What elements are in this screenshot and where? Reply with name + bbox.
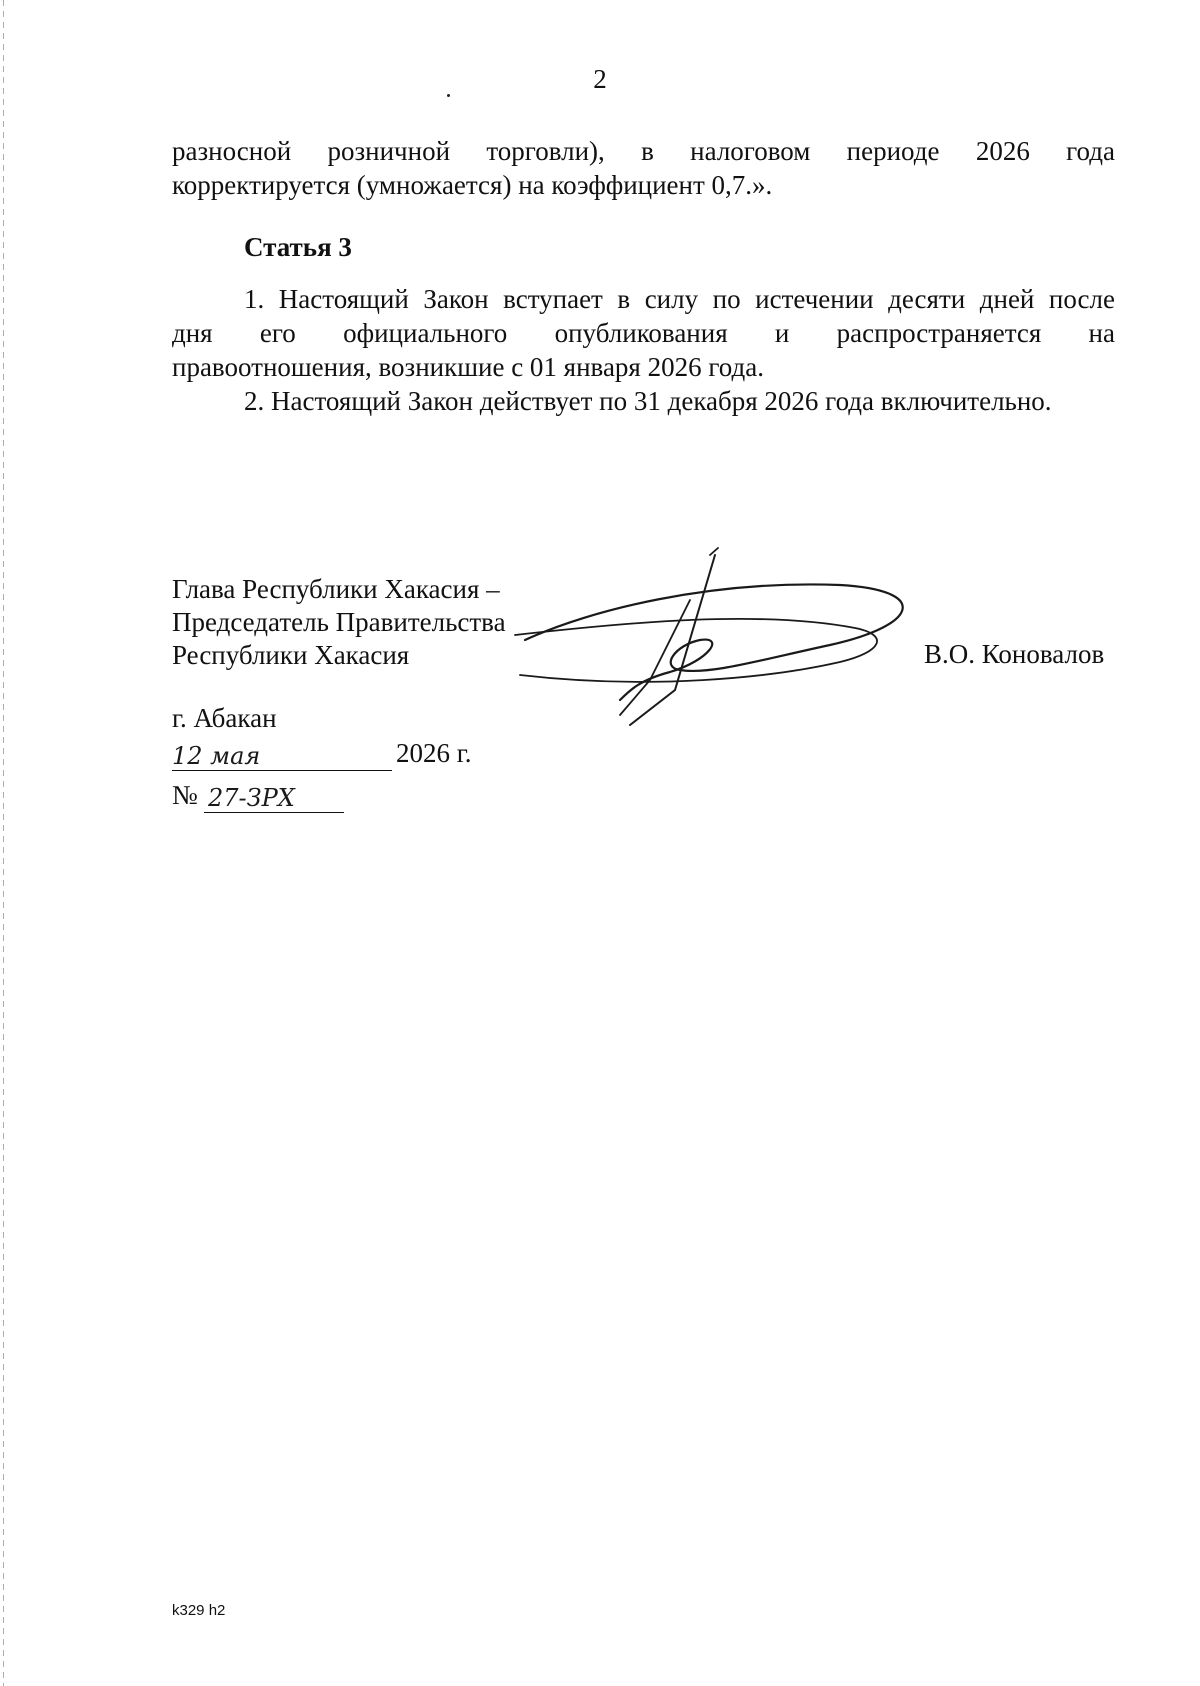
- page-number: 2: [593, 64, 607, 94]
- footer-document-code: k329 h2: [172, 1602, 226, 1619]
- signatory-title-line: Республики Хакасия: [172, 640, 410, 670]
- date-underline: [172, 742, 392, 771]
- handwritten-number: 27-ЗРХ: [208, 784, 295, 812]
- paragraph-line: 2. Настоящий Закон действует по 31 декабря 2026 года включительно.: [244, 386, 1052, 416]
- paragraph-line: дня его официального опубликования и распространяется на: [172, 318, 1115, 348]
- signing-date: [172, 738, 492, 774]
- paragraph-line: корректируется (умножается) на коэффициент 0,7.».: [172, 170, 773, 200]
- signing-place: г. Абакан: [172, 703, 277, 733]
- law-number: [172, 780, 372, 816]
- handwritten-signature: [510, 540, 950, 740]
- article-item-1: [172, 282, 1115, 384]
- article-heading: Статья 3: [244, 232, 352, 262]
- number-label: №: [172, 780, 198, 810]
- handwritten-date: 12 мая: [172, 742, 261, 770]
- signatory-title-line: Председатель Правительства: [172, 607, 506, 637]
- scan-speck: [447, 94, 450, 97]
- date-year: 2026 г.: [396, 738, 472, 768]
- article-item-2: [172, 384, 1115, 418]
- signatory-name: В.О. Коновалов: [924, 639, 1105, 669]
- signatory-title-line: Глава Республики Хакасия –: [172, 574, 500, 604]
- paragraph-line: правоотношения, возникшие с 01 января 2026 года.: [172, 352, 764, 382]
- scan-edge-line: [3, 0, 4, 1686]
- number-underline: [204, 784, 344, 813]
- paragraph-continuation: [172, 134, 1115, 202]
- signatory-title: [172, 573, 506, 672]
- paragraph-line: разносной розничной торговли), в налоговом периоде 2026 года: [172, 136, 1115, 166]
- paragraph-line: 1. Настоящий Закон вступает в силу по истечении десяти дней после: [244, 284, 1115, 314]
